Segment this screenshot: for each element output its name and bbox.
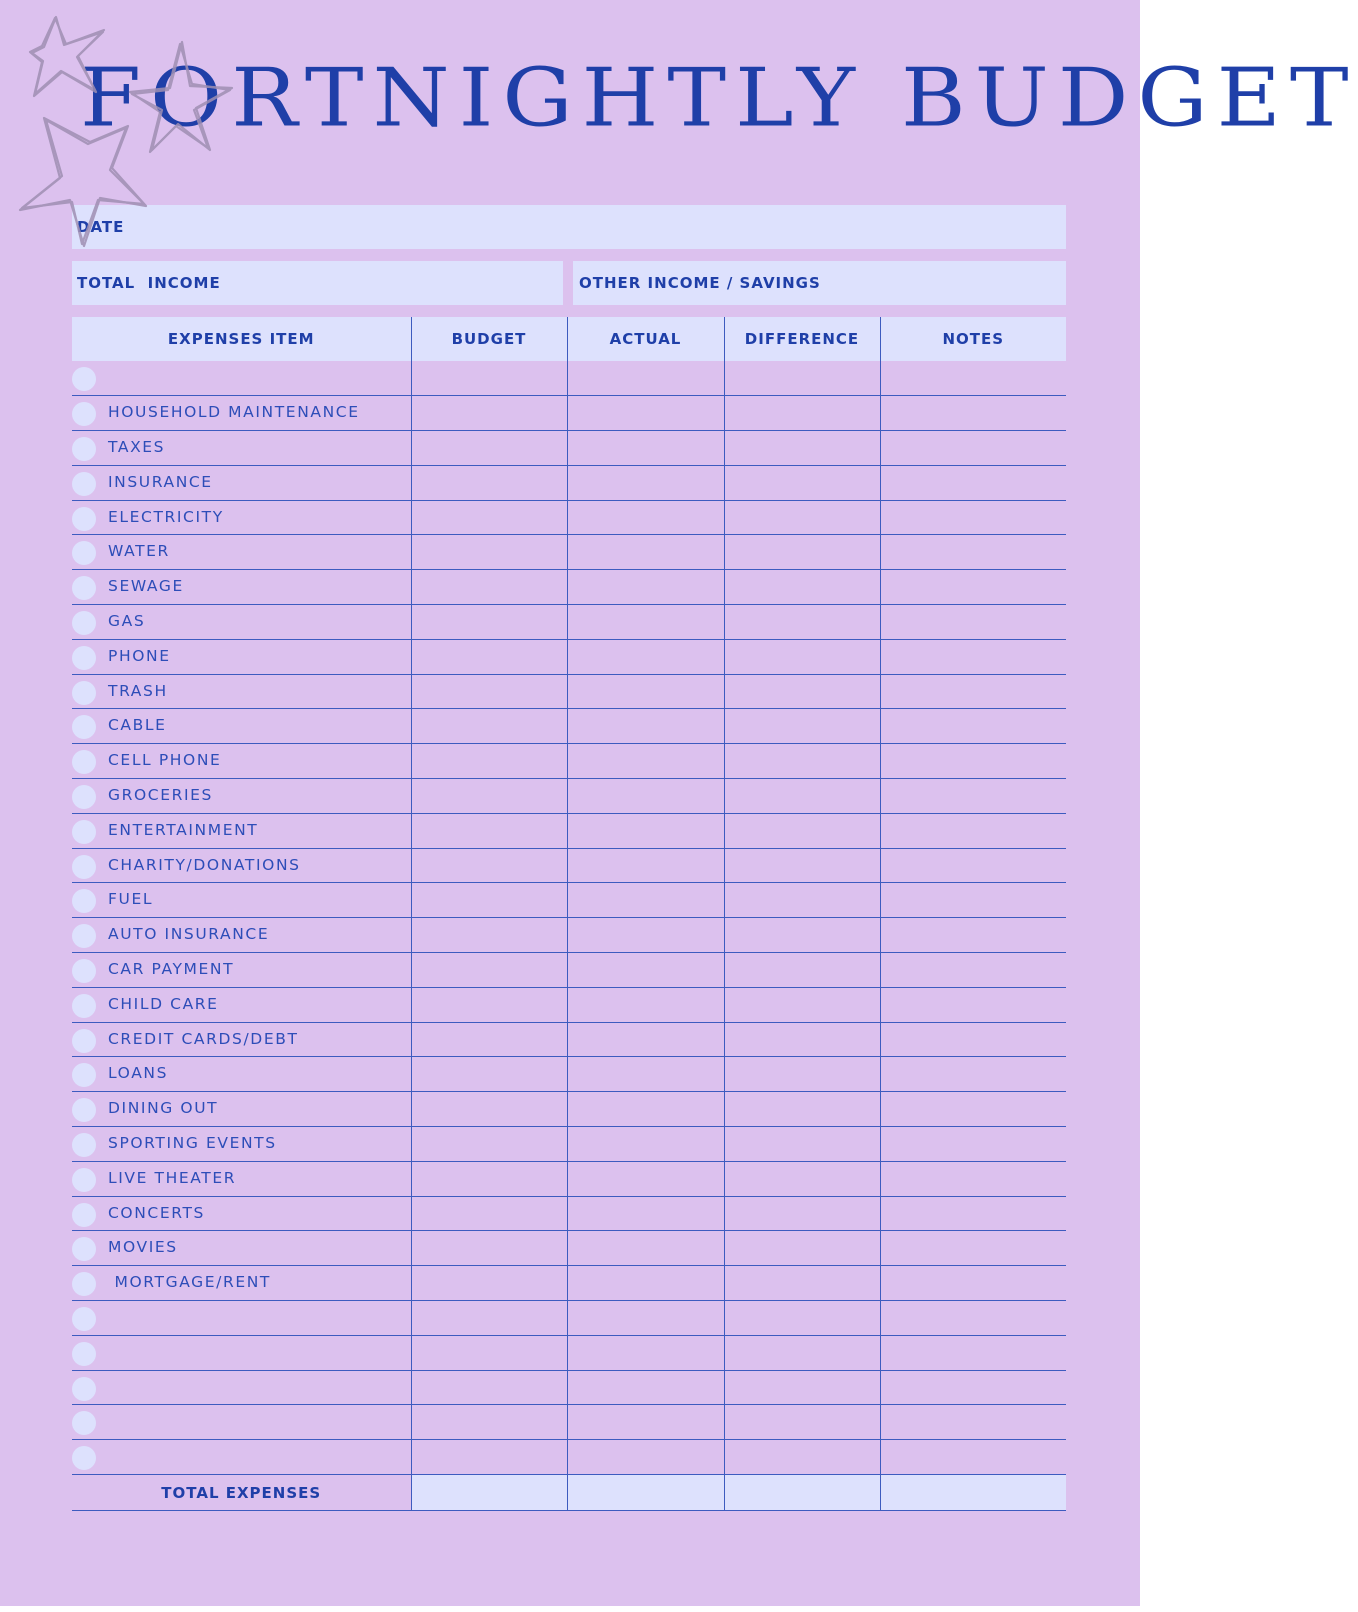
actual-cell[interactable] [567, 744, 724, 779]
budget-cell[interactable] [411, 848, 567, 883]
notes-cell[interactable] [880, 813, 1066, 848]
expense-item-cell[interactable] [72, 813, 411, 848]
budget-cell[interactable] [411, 1301, 567, 1336]
table-header-row [72, 317, 1066, 361]
actual-cell[interactable] [567, 779, 724, 814]
actual-cell[interactable] [567, 709, 724, 744]
budget-cell[interactable] [411, 639, 567, 674]
actual-cell[interactable] [567, 535, 724, 570]
header-notes: NOTES [880, 317, 1066, 361]
budget-cell[interactable] [411, 1335, 567, 1370]
bullet-circle-icon[interactable] [72, 611, 96, 635]
budget-cell[interactable] [411, 431, 567, 466]
expense-item-label: CHILD CARE [108, 994, 219, 1013]
table-row [72, 1405, 1066, 1440]
actual-cell[interactable] [567, 396, 724, 431]
table-row [72, 1196, 1066, 1231]
bullet-circle-icon[interactable] [72, 402, 96, 426]
expense-item-cell[interactable] [72, 1092, 411, 1127]
difference-cell[interactable] [724, 813, 880, 848]
table-row [72, 918, 1066, 953]
table-row [72, 361, 1066, 396]
notes-cell[interactable] [880, 605, 1066, 640]
table-row [72, 1231, 1066, 1266]
difference-cell[interactable] [724, 1370, 880, 1405]
expense-item-cell[interactable] [72, 953, 411, 988]
expense-item-label: TAXES [108, 438, 166, 457]
difference-cell[interactable] [724, 1440, 880, 1475]
table-row [72, 570, 1066, 605]
expense-item-label: ENTERTAINMENT [108, 820, 259, 839]
budget-cell[interactable] [411, 535, 567, 570]
expense-item-label: DINING OUT [108, 1099, 219, 1118]
difference-cell[interactable] [724, 1231, 880, 1266]
budget-cell[interactable] [411, 1266, 567, 1301]
expense-item-cell[interactable] [72, 1231, 411, 1266]
actual-cell[interactable] [567, 431, 724, 466]
total-budget-cell[interactable] [411, 1475, 567, 1511]
notes-cell[interactable] [880, 918, 1066, 953]
expense-item-cell[interactable] [72, 674, 411, 709]
actual-cell[interactable] [567, 953, 724, 988]
notes-cell[interactable] [880, 1057, 1066, 1092]
difference-cell[interactable] [724, 1057, 880, 1092]
bullet-circle-icon[interactable] [72, 1307, 96, 1331]
table-row [72, 396, 1066, 431]
budget-cell[interactable] [411, 1231, 567, 1266]
table-row [72, 953, 1066, 988]
expense-item-cell[interactable] [72, 1022, 411, 1057]
budget-cell[interactable] [411, 883, 567, 918]
difference-cell[interactable] [724, 709, 880, 744]
difference-cell[interactable] [724, 1301, 880, 1336]
difference-cell[interactable] [724, 1196, 880, 1231]
difference-cell[interactable] [724, 535, 880, 570]
table-row [72, 535, 1066, 570]
header-expenses-item: EXPENSES ITEM [72, 317, 411, 361]
budget-cell[interactable] [411, 987, 567, 1022]
bullet-circle-icon[interactable] [72, 1377, 96, 1401]
expense-item-label: HOUSEHOLD MAINTENANCE [108, 403, 360, 422]
table-row [72, 605, 1066, 640]
notes-cell[interactable] [880, 674, 1066, 709]
notes-cell[interactable] [880, 1161, 1066, 1196]
table-row [72, 813, 1066, 848]
budget-cell[interactable] [411, 1196, 567, 1231]
expense-item-label: AUTO INSURANCE [108, 925, 270, 944]
expense-item-label: ELECTRICITY [108, 507, 224, 526]
expense-item-cell[interactable] [72, 1370, 411, 1405]
expense-item-label: LIVE THEATER [108, 1168, 237, 1187]
expense-item-label: PHONE [108, 646, 171, 665]
bullet-circle-icon[interactable] [72, 1272, 96, 1296]
difference-cell[interactable] [724, 953, 880, 988]
expense-item-label: SPORTING EVENTS [108, 1134, 277, 1153]
actual-cell[interactable] [567, 500, 724, 535]
bullet-circle-icon[interactable] [72, 750, 96, 774]
difference-cell[interactable] [724, 1127, 880, 1162]
notes-cell[interactable] [880, 779, 1066, 814]
difference-cell[interactable] [724, 1092, 880, 1127]
actual-cell[interactable] [567, 813, 724, 848]
table-row [72, 1370, 1066, 1405]
difference-cell[interactable] [724, 431, 880, 466]
notes-cell[interactable] [880, 396, 1066, 431]
expense-item-cell[interactable] [72, 535, 411, 570]
difference-cell[interactable] [724, 883, 880, 918]
bullet-circle-icon[interactable] [72, 889, 96, 913]
expenses-table [72, 317, 1066, 1511]
notes-cell[interactable] [880, 431, 1066, 466]
bullet-circle-icon[interactable] [72, 855, 96, 879]
difference-cell[interactable] [724, 570, 880, 605]
bullet-circle-icon[interactable] [72, 1029, 96, 1053]
table-row [72, 709, 1066, 744]
budget-cell[interactable] [411, 1127, 567, 1162]
table-row [72, 500, 1066, 535]
bullet-circle-icon[interactable] [72, 1203, 96, 1227]
expense-item-label: CHARITY/DONATIONS [108, 855, 301, 874]
table-row [72, 883, 1066, 918]
notes-cell[interactable] [880, 848, 1066, 883]
total-expenses-label: TOTAL EXPENSES [72, 1475, 411, 1511]
budget-cell[interactable] [411, 953, 567, 988]
difference-cell[interactable] [724, 465, 880, 500]
budget-cell[interactable] [411, 709, 567, 744]
budget-cell[interactable] [411, 674, 567, 709]
table-row [72, 639, 1066, 674]
notes-cell[interactable] [880, 1335, 1066, 1370]
budget-cell[interactable] [411, 1057, 567, 1092]
table-row [72, 779, 1066, 814]
budget-cell[interactable] [411, 396, 567, 431]
bullet-circle-icon[interactable] [72, 576, 96, 600]
bullet-circle-icon[interactable] [72, 1342, 96, 1366]
total-expenses-row [72, 1475, 1066, 1511]
actual-cell[interactable] [567, 1231, 724, 1266]
total-income-label: TOTAL INCOME [77, 274, 221, 292]
expense-item-cell[interactable] [72, 779, 411, 814]
notes-cell[interactable] [880, 953, 1066, 988]
total-difference-cell[interactable] [724, 1475, 880, 1511]
table-row [72, 1092, 1066, 1127]
difference-cell[interactable] [724, 987, 880, 1022]
difference-cell[interactable] [724, 1335, 880, 1370]
actual-cell[interactable] [567, 918, 724, 953]
notes-cell[interactable] [880, 639, 1066, 674]
notes-cell[interactable] [880, 1266, 1066, 1301]
budget-cell[interactable] [411, 918, 567, 953]
expense-item-cell[interactable] [72, 570, 411, 605]
expense-item-label: TRASH [108, 681, 168, 700]
expense-item-cell[interactable] [72, 605, 411, 640]
table-row [72, 848, 1066, 883]
bullet-circle-icon[interactable] [72, 1237, 96, 1261]
expense-item-label: GAS [108, 612, 146, 631]
actual-cell[interactable] [567, 1196, 724, 1231]
expense-item-cell[interactable] [72, 883, 411, 918]
bullet-circle-icon[interactable] [72, 1133, 96, 1157]
budget-cell[interactable] [411, 1405, 567, 1440]
bullet-circle-icon[interactable] [72, 1168, 96, 1192]
actual-cell[interactable] [567, 1127, 724, 1162]
other-income-label: OTHER INCOME / SAVINGS [579, 274, 821, 292]
bullet-circle-icon[interactable] [72, 785, 96, 809]
total-actual-cell[interactable] [567, 1475, 724, 1511]
difference-cell[interactable] [724, 779, 880, 814]
bullet-circle-icon[interactable] [72, 681, 96, 705]
budget-cell[interactable] [411, 1440, 567, 1475]
expense-item-label: MOVIES [108, 1238, 178, 1257]
notes-cell[interactable] [880, 709, 1066, 744]
actual-cell[interactable] [567, 1440, 724, 1475]
header-actual: ACTUAL [567, 317, 724, 361]
actual-cell[interactable] [567, 361, 724, 396]
budget-cell[interactable] [411, 361, 567, 396]
table-row [72, 1335, 1066, 1370]
difference-cell[interactable] [724, 605, 880, 640]
budget-cell[interactable] [411, 500, 567, 535]
notes-cell[interactable] [880, 500, 1066, 535]
expense-item-cell[interactable] [72, 1127, 411, 1162]
expense-item-cell[interactable] [72, 1440, 411, 1475]
other-income-field[interactable] [573, 261, 1066, 305]
difference-cell[interactable] [724, 1161, 880, 1196]
budget-cell[interactable] [411, 813, 567, 848]
total-income-field[interactable] [72, 261, 563, 305]
notes-cell[interactable] [880, 1127, 1066, 1162]
actual-cell[interactable] [567, 883, 724, 918]
bullet-circle-icon[interactable] [72, 1411, 96, 1435]
expense-item-cell[interactable] [72, 918, 411, 953]
notes-cell[interactable] [880, 883, 1066, 918]
expense-item-cell[interactable] [72, 709, 411, 744]
total-notes-cell[interactable] [880, 1475, 1066, 1511]
difference-cell[interactable] [724, 639, 880, 674]
actual-cell[interactable] [567, 1405, 724, 1440]
expense-item-label: MORTGAGE/RENT [108, 1273, 272, 1292]
notes-cell[interactable] [880, 987, 1066, 1022]
expense-item-cell[interactable] [72, 1196, 411, 1231]
table-row [72, 1022, 1066, 1057]
bullet-circle-icon[interactable] [72, 646, 96, 670]
expense-item-label: WATER [108, 542, 170, 561]
expense-item-cell[interactable] [72, 848, 411, 883]
table-row [72, 1161, 1066, 1196]
bullet-circle-icon[interactable] [72, 959, 96, 983]
bullet-circle-icon[interactable] [72, 1063, 96, 1087]
expense-item-label: CELL PHONE [108, 751, 222, 770]
difference-cell[interactable] [724, 1405, 880, 1440]
table-row [72, 987, 1066, 1022]
expense-item-label: INSURANCE [108, 472, 213, 491]
actual-cell[interactable] [567, 465, 724, 500]
expense-item-label: CONCERTS [108, 1203, 205, 1222]
expense-item-cell[interactable] [72, 987, 411, 1022]
notes-cell[interactable] [880, 361, 1066, 396]
table-row [72, 1266, 1066, 1301]
notes-cell[interactable] [880, 1022, 1066, 1057]
header-budget: BUDGET [411, 317, 567, 361]
bullet-circle-icon[interactable] [72, 715, 96, 739]
actual-cell[interactable] [567, 1057, 724, 1092]
difference-cell[interactable] [724, 396, 880, 431]
expense-item-cell[interactable] [72, 1161, 411, 1196]
bullet-circle-icon[interactable] [72, 507, 96, 531]
expense-item-label: CREDIT CARDS/DEBT [108, 1029, 299, 1048]
notes-cell[interactable] [880, 465, 1066, 500]
table-row [72, 744, 1066, 779]
expense-item-cell[interactable] [72, 431, 411, 466]
expense-item-label: CABLE [108, 716, 167, 735]
bullet-circle-icon[interactable] [72, 1446, 96, 1470]
difference-cell[interactable] [724, 1266, 880, 1301]
expense-item-cell[interactable] [72, 1301, 411, 1336]
actual-cell[interactable] [567, 1161, 724, 1196]
budget-cell[interactable] [411, 1370, 567, 1405]
table-row [72, 431, 1066, 466]
budget-cell[interactable] [411, 744, 567, 779]
page-title: FORTNIGHTLY BUDGET [80, 50, 1358, 145]
actual-cell[interactable] [567, 1335, 724, 1370]
expense-item-label: GROCERIES [108, 786, 213, 805]
expense-item-cell[interactable] [72, 396, 411, 431]
expense-item-cell[interactable] [72, 1405, 411, 1440]
actual-cell[interactable] [567, 987, 724, 1022]
actual-cell[interactable] [567, 1092, 724, 1127]
expense-item-label: FUEL [108, 890, 154, 909]
expense-item-cell[interactable] [72, 639, 411, 674]
actual-cell[interactable] [567, 1301, 724, 1336]
notes-cell[interactable] [880, 535, 1066, 570]
budget-cell[interactable] [411, 465, 567, 500]
difference-cell[interactable] [724, 361, 880, 396]
bullet-circle-icon[interactable] [72, 541, 96, 565]
actual-cell[interactable] [567, 639, 724, 674]
notes-cell[interactable] [880, 1196, 1066, 1231]
expense-item-label: SEWAGE [108, 577, 184, 596]
expense-item-cell[interactable] [72, 500, 411, 535]
notes-cell[interactable] [880, 1405, 1066, 1440]
bullet-circle-icon[interactable] [72, 820, 96, 844]
table-row [72, 1127, 1066, 1162]
header-difference: DIFFERENCE [724, 317, 880, 361]
table-row [72, 1440, 1066, 1475]
difference-cell[interactable] [724, 744, 880, 779]
actual-cell[interactable] [567, 674, 724, 709]
table-row [72, 1301, 1066, 1336]
notes-cell[interactable] [880, 570, 1066, 605]
table-row [72, 1057, 1066, 1092]
difference-cell[interactable] [724, 1022, 880, 1057]
difference-cell[interactable] [724, 500, 880, 535]
bullet-circle-icon[interactable] [72, 367, 96, 391]
notes-cell[interactable] [880, 1301, 1066, 1336]
budget-cell[interactable] [411, 1022, 567, 1057]
difference-cell[interactable] [724, 674, 880, 709]
notes-cell[interactable] [880, 1092, 1066, 1127]
bullet-circle-icon[interactable] [72, 994, 96, 1018]
actual-cell[interactable] [567, 570, 724, 605]
bullet-circle-icon[interactable] [72, 1098, 96, 1122]
budget-cell[interactable] [411, 605, 567, 640]
actual-cell[interactable] [567, 605, 724, 640]
notes-cell[interactable] [880, 1440, 1066, 1475]
bullet-circle-icon[interactable] [72, 472, 96, 496]
notes-cell[interactable] [880, 1370, 1066, 1405]
budget-cell[interactable] [411, 570, 567, 605]
bullet-circle-icon[interactable] [72, 924, 96, 948]
expense-item-cell[interactable] [72, 1266, 411, 1301]
notes-cell[interactable] [880, 1231, 1066, 1266]
actual-cell[interactable] [567, 1022, 724, 1057]
expense-item-cell[interactable] [72, 361, 411, 396]
budget-cell[interactable] [411, 779, 567, 814]
actual-cell[interactable] [567, 848, 724, 883]
expense-item-cell[interactable] [72, 1335, 411, 1370]
expense-item-cell[interactable] [72, 1057, 411, 1092]
budget-cell[interactable] [411, 1161, 567, 1196]
expense-item-label: CAR PAYMENT [108, 960, 235, 979]
date-field[interactable] [72, 205, 1066, 249]
expense-item-label: LOANS [108, 1064, 169, 1083]
expense-item-cell[interactable] [72, 465, 411, 500]
budget-cell[interactable] [411, 1092, 567, 1127]
actual-cell[interactable] [567, 1266, 724, 1301]
table-row [72, 465, 1066, 500]
table-row [72, 674, 1066, 709]
bullet-circle-icon[interactable] [72, 437, 96, 461]
expense-item-cell[interactable] [72, 744, 411, 779]
notes-cell[interactable] [880, 744, 1066, 779]
actual-cell[interactable] [567, 1370, 724, 1405]
difference-cell[interactable] [724, 848, 880, 883]
difference-cell[interactable] [724, 918, 880, 953]
date-label: DATE [77, 218, 125, 236]
